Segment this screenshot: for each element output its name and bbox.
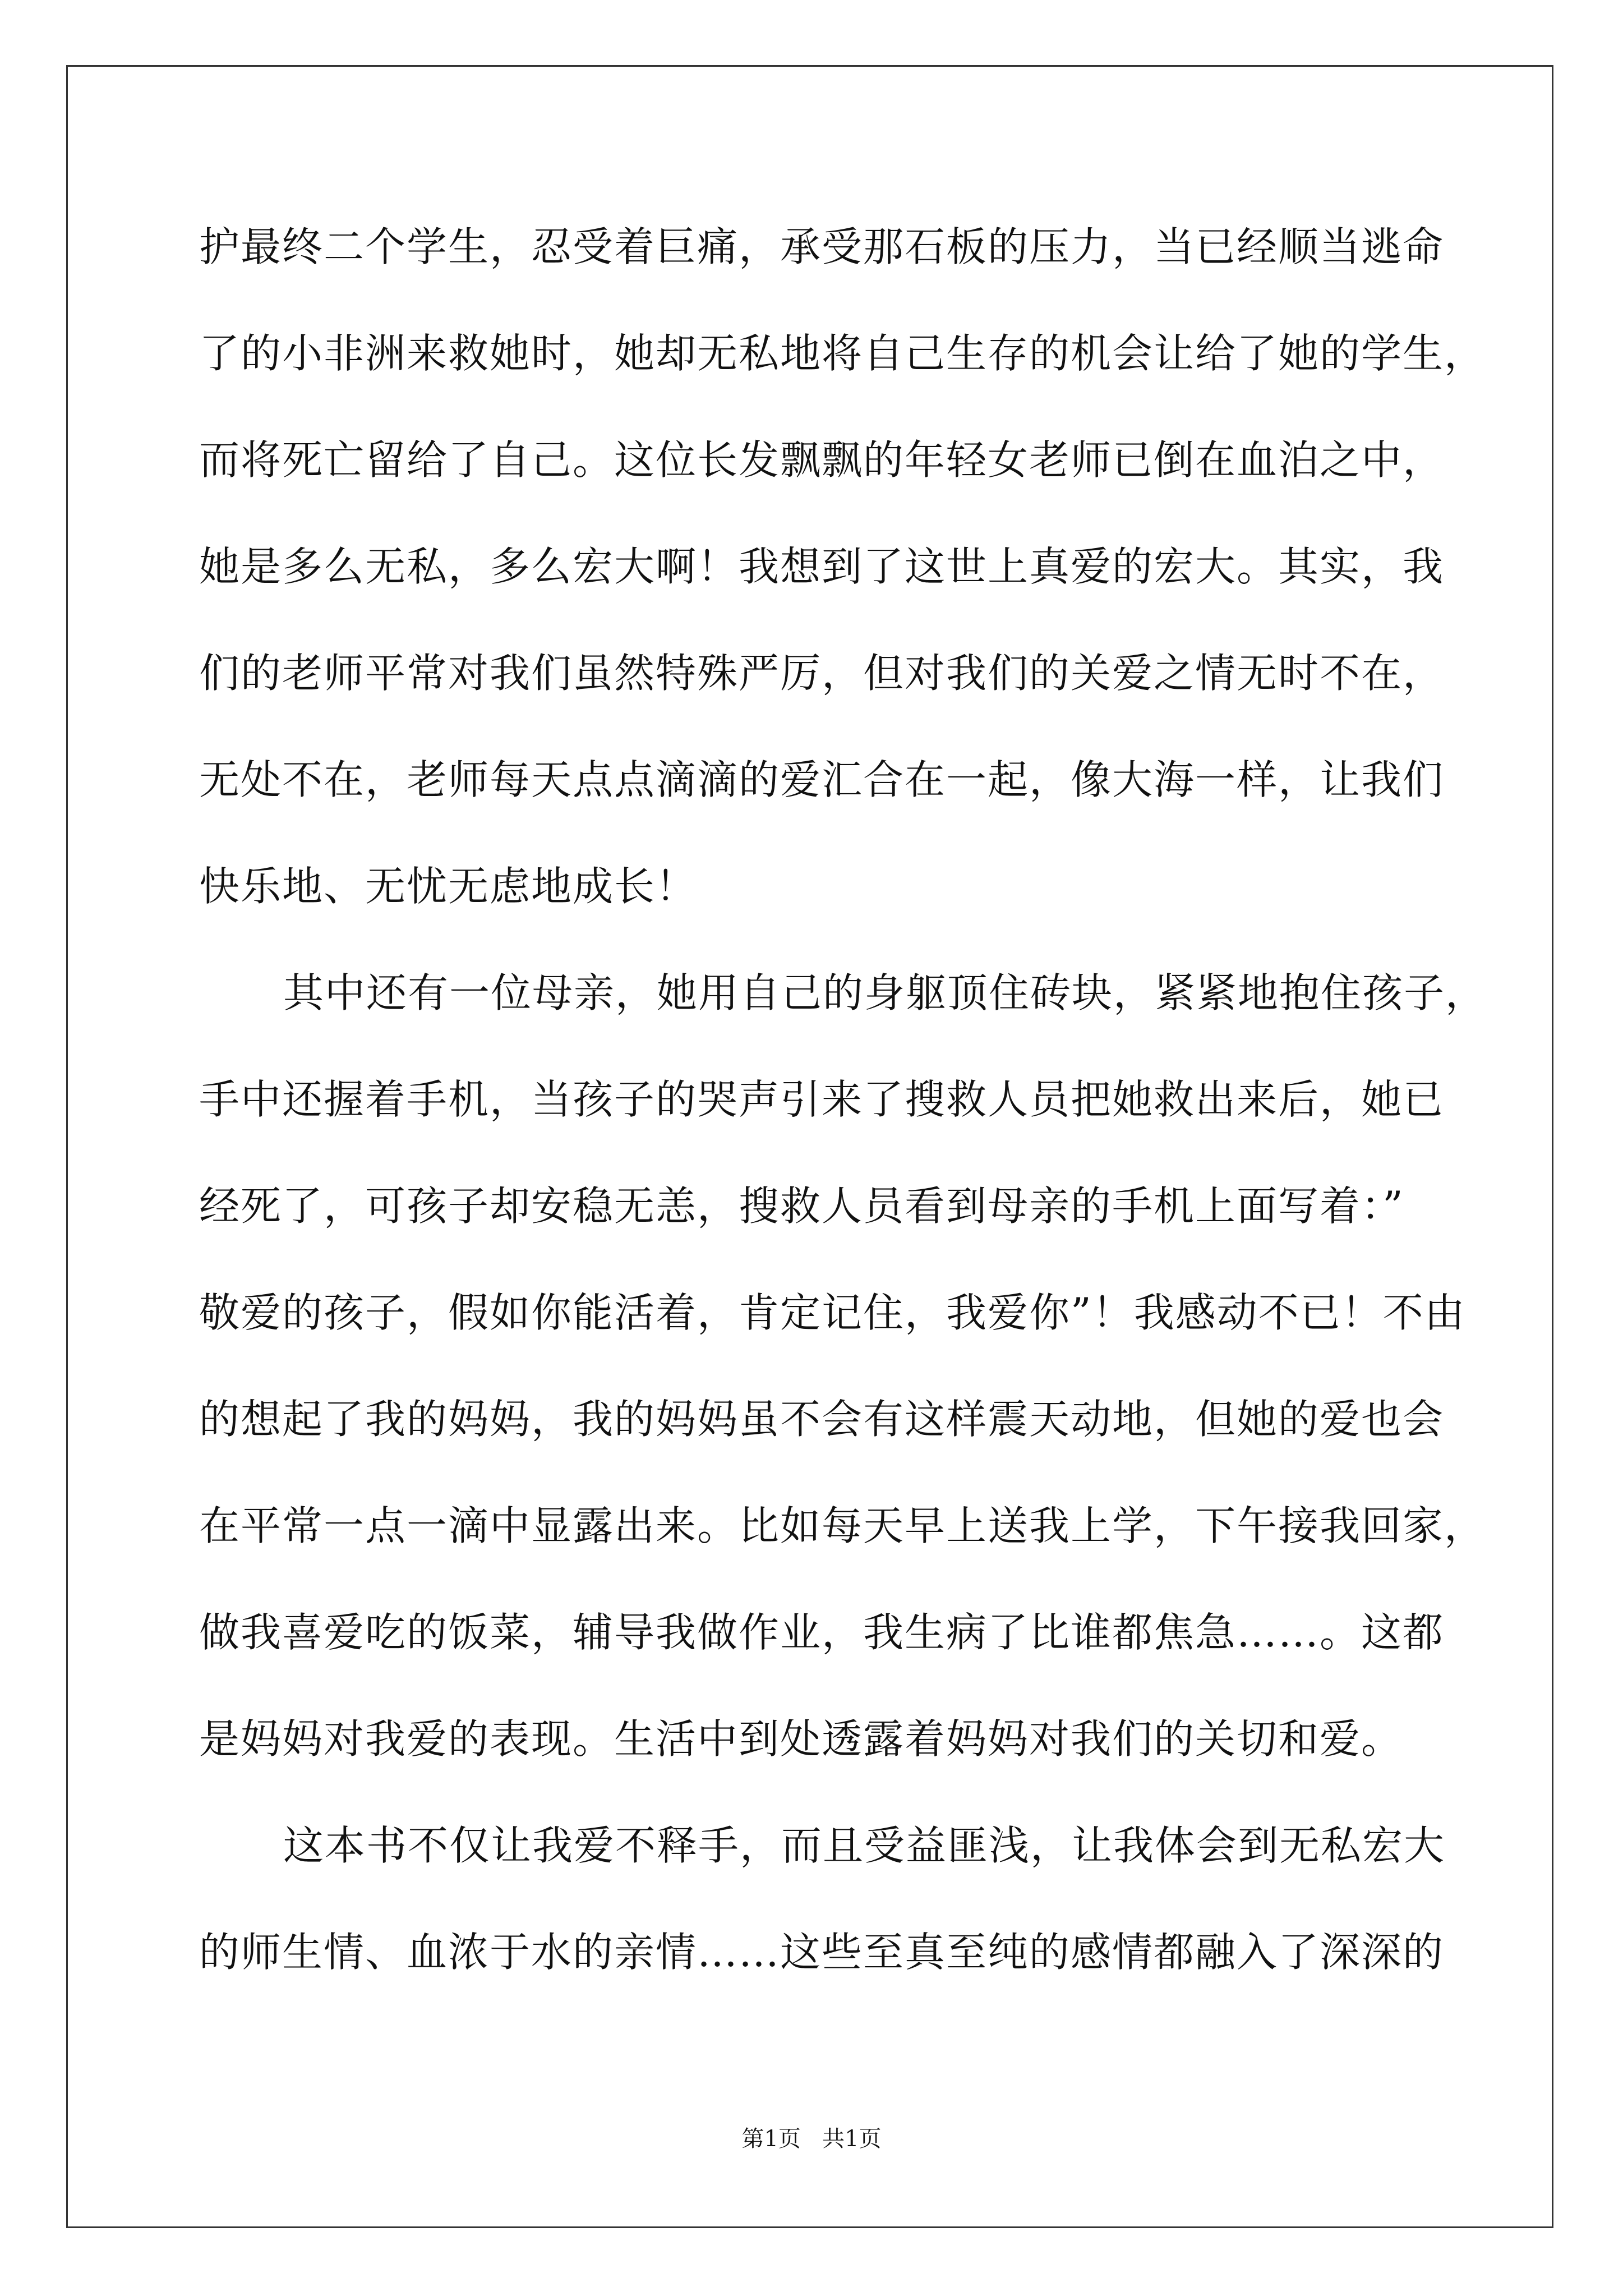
body-line: 手中还握着手机，当孩子的哭声引来了搜救人员把她救出来后，她已 bbox=[199, 1076, 1445, 1123]
body-line: 快乐地、无忧无虑地成长！ bbox=[199, 863, 698, 910]
paragraph-first-line: 其中还有一位母亲，她用自己的身躯顶住砖块，紧紧地抱住孩子， bbox=[283, 969, 1487, 1016]
body-line: 了的小非洲来救她时，她却无私地将自己生存的机会让给了她的学生， bbox=[199, 330, 1486, 377]
body-line: 是妈妈对我爱的表现。生活中到处透露着妈妈对我们的关切和爱。 bbox=[199, 1715, 1403, 1763]
body-line: 做我喜爱吃的饭菜，辅导我做作业，我生病了比谁都焦急……。这都 bbox=[199, 1609, 1445, 1656]
body-line: 而将死亡留给了自己。这位长发飘飘的年轻女老师已倒在血泊之中， bbox=[199, 436, 1445, 484]
body-line: 护最终二个学生，忍受着巨痛，承受那石板的压力，当已经顺当逃命 bbox=[199, 223, 1445, 270]
body-line: 经死了，可孩子却安稳无恙，搜救人员看到母亲的手机上面写着：” bbox=[199, 1182, 1404, 1230]
document-body bbox=[199, 216, 1487, 2028]
body-line: 们的老师平常对我们虽然特殊严厉，但对我们的关爱之情无时不在， bbox=[199, 650, 1445, 697]
body-line: 的师生情、血浓于水的亲情……这些至真至纯的感情都融入了深深的 bbox=[199, 1929, 1445, 1976]
body-line: 的想起了我的妈妈，我的妈妈虽不会有这样震天动地，但她的爱也会 bbox=[199, 1396, 1445, 1443]
body-line: 在平常一点一滴中显露出来。比如每天早上送我上学，下午接我回家， bbox=[199, 1502, 1486, 1549]
body-line: 敬爱的孩子，假如你能活着，肯定记住，我爱你”！我感动不已！不由 bbox=[199, 1289, 1466, 1336]
page-number-footer: 第1页 共1页 bbox=[741, 2126, 882, 2152]
paragraph-first-line: 这本书不仅让我爱不释手，而且受益匪浅，让我体会到无私宏大 bbox=[283, 1822, 1446, 1869]
body-line: 无处不在，老师每天点点滴滴的爱汇合在一起，像大海一样，让我们 bbox=[199, 756, 1445, 803]
body-line: 她是多么无私，多么宏大啊！我想到了这世上真爱的宏大。其实，我 bbox=[199, 543, 1445, 590]
